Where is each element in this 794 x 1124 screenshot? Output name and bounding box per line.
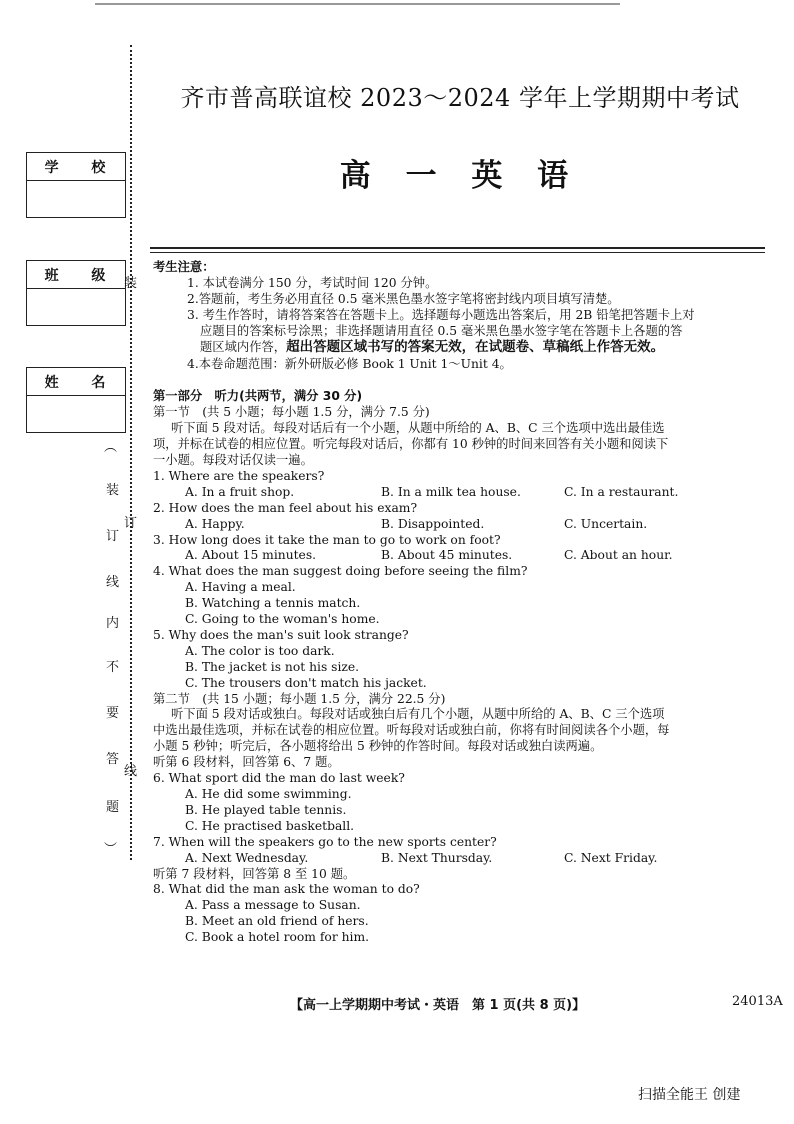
school-input-area[interactable]	[27, 181, 125, 217]
name-label: 姓 名	[27, 368, 125, 396]
notice-item-3-bold: 超出答题区域书写的答案无效，在试题卷、草稿纸上作答无效。	[286, 338, 665, 355]
q2-option-a[interactable]: A. Happy.	[185, 516, 245, 531]
notice-item-2: 2.答题前，考生务必用直径 0.5 毫米黑色墨水签字笔将密封线内项目填写清楚。	[187, 291, 620, 306]
exam-code: 24013A	[732, 994, 783, 1009]
q5-option-a[interactable]: A. The color is too dark.	[185, 643, 335, 658]
warning-char-9: ︶	[104, 842, 118, 857]
q8-option-b[interactable]: B. Meet an old friend of hers.	[185, 914, 369, 929]
sec2-heading: 第二节 (共 15 小题；每小题 1.5 分，满分 22.5 分)	[153, 691, 446, 706]
school-label: 学 校	[27, 153, 125, 181]
name-input-area[interactable]	[27, 396, 125, 432]
q4-option-c[interactable]: C. Going to the woman's home.	[185, 612, 380, 627]
warning-char-0: ︵	[104, 440, 118, 455]
q4-option-b[interactable]: B. Watching a tennis match.	[185, 596, 361, 611]
material-6-note: 听第 6 段材料，回答第 6、7 题。	[153, 755, 340, 770]
q7-stem: 7. When will the speakers go to the new sports center?	[153, 834, 497, 849]
q5-option-c[interactable]: C. The trousers don't match his jacket.	[185, 675, 427, 690]
class-box	[26, 260, 126, 326]
q6-option-c[interactable]: C. He practised basketball.	[185, 818, 355, 833]
header-rule-thick	[150, 247, 765, 249]
q3-stem: 3. How long does it take the man to go to work on foot?	[153, 532, 501, 547]
q1-options	[153, 485, 773, 501]
q8-option-c[interactable]: C. Book a hotel room for him.	[185, 930, 370, 945]
warning-char-8: 题	[106, 800, 120, 815]
q4-option-a[interactable]: A. Having a meal.	[185, 580, 296, 595]
q5-stem: 5. Why does the man's suit look strange?	[153, 627, 409, 642]
q8-option-a[interactable]: A. Pass a message to Susan.	[185, 898, 361, 913]
q7-option-a[interactable]: A. Next Wednesday.	[185, 850, 309, 865]
warning-char-6: 要	[106, 706, 120, 721]
q3-options	[153, 548, 773, 564]
warning-char-4: 内	[106, 616, 120, 631]
q1-option-a[interactable]: A. In a fruit shop.	[185, 484, 295, 499]
warning-char-3: 线	[106, 575, 120, 590]
notice-item-3-line3	[153, 340, 773, 356]
seal-char-3: 线	[124, 764, 138, 779]
exam-title: 齐市普高联谊校 2023～2024 学年上学期期中考试	[180, 84, 740, 112]
page-footer: 【高一上学期期中考试・英语 第 1 页(共 8 页)】	[290, 998, 586, 1013]
scanner-watermark: 扫描全能王 创建	[638, 1087, 741, 1103]
q6-option-a[interactable]: A. He did some swimming.	[185, 787, 352, 801]
sec1-heading: 第一节 (共 5 小题；每小题 1.5 分，满分 7.5 分)	[153, 405, 430, 420]
q8-stem: 8. What did the man ask the woman to do?	[153, 882, 420, 897]
sec1-instr-1: 听下面 5 段对话。每段对话后有一个小题，从题中所给的 A、B、C 三个选项中选出最佳选	[171, 421, 665, 436]
sec1-instr-2: 项，并标在试卷的相应位置。听完每段对话后，你都有 10 秒钟的时间来回答有关小题和阅读下	[153, 437, 669, 452]
sec2-instr-1: 听下面 5 段对话或独白。每段对话或独白后有几个小题，从题中所给的 A、B、C 三个选项	[171, 707, 665, 722]
warning-char-7: 答	[106, 752, 120, 767]
q7-option-c[interactable]: C. Next Friday.	[564, 850, 658, 865]
sec2-instr-3: 小题 5 秒钟；听完后，各小题将给出 5 秒钟的作答时间。每段对话或独白读两遍。	[153, 739, 603, 754]
warning-char-2: 订	[106, 529, 120, 544]
warning-char-1: 装	[106, 483, 120, 498]
q2-options	[153, 517, 773, 533]
class-input-area[interactable]	[27, 289, 125, 325]
subject-title: 高 一 英 语	[339, 158, 581, 194]
q7-option-b[interactable]: B. Next Thursday.	[381, 850, 493, 865]
seal-char-1: 装	[124, 276, 138, 291]
q4-stem: 4. What does the man suggest doing before seeing the film?	[153, 564, 528, 579]
sec1-instr-3: 一小题。每段对话仅读一遍。	[153, 452, 313, 467]
q3-option-c[interactable]: C. About an hour.	[564, 548, 673, 563]
q2-option-c[interactable]: C. Uncertain.	[564, 516, 648, 531]
spacer	[153, 373, 773, 382]
q3-option-b[interactable]: B. About 45 minutes.	[381, 548, 513, 563]
notice-item-3-line2: 应题目的答案标号涂黑；非选择题请用直径 0.5 毫米黑色墨水签字笔在答题卡上各题的答	[200, 323, 683, 338]
q6-option-b[interactable]: B. He played table tennis.	[185, 802, 347, 817]
q1-option-b[interactable]: B. In a milk tea house.	[381, 484, 521, 499]
name-box	[26, 367, 126, 433]
notice-item-3-tail: 题区域内作答，	[200, 339, 287, 354]
q6-stem: 6. What sport did the man do last week?	[153, 771, 405, 786]
notice-item-3: 3. 考生作答时，请将答案答在答题卡上。选择题每小题选出答案后，用 2B 铅笔把答题卡上对	[187, 307, 695, 322]
top-border-line	[95, 3, 620, 5]
notice-item-4: 4.本卷命题范围：新外研版必修 Book 1 Unit 1～Unit 4。	[187, 357, 512, 372]
q5-option-b[interactable]: B. The jacket is not his size.	[185, 659, 360, 674]
q1-option-c[interactable]: C. In a restaurant.	[564, 484, 679, 499]
class-label: 班 级	[27, 261, 125, 289]
seal-char-2: 订	[124, 516, 138, 531]
school-box	[26, 152, 126, 218]
q3-option-a[interactable]: A. About 15 minutes.	[185, 548, 317, 563]
header-rule-thin	[150, 252, 765, 253]
material-7-note: 听第 7 段材料，回答第 8 至 10 题。	[153, 866, 356, 881]
q7-options	[153, 851, 773, 867]
q2-option-b[interactable]: B. Disappointed.	[381, 516, 485, 531]
q1-stem: 1. Where are the speakers?	[153, 468, 325, 483]
notice-item-1: 1. 本试卷满分 150 分，考试时间 120 分钟。	[187, 275, 438, 290]
notice-title: 考生注意：	[153, 260, 215, 274]
q2-stem: 2. How does the man feel about his exam?	[153, 500, 418, 515]
seal-dotted-line	[130, 45, 132, 860]
sec2-instr-2: 中选出最佳选项，并标在试卷的相应位置。听每段对话或独白前，你将有时间阅读各个小题，每	[153, 723, 670, 738]
exam-content	[153, 260, 773, 946]
part1-heading: 第一部分 听力(共两节，满分 30 分)	[153, 389, 363, 404]
warning-char-5: 不	[106, 660, 120, 675]
